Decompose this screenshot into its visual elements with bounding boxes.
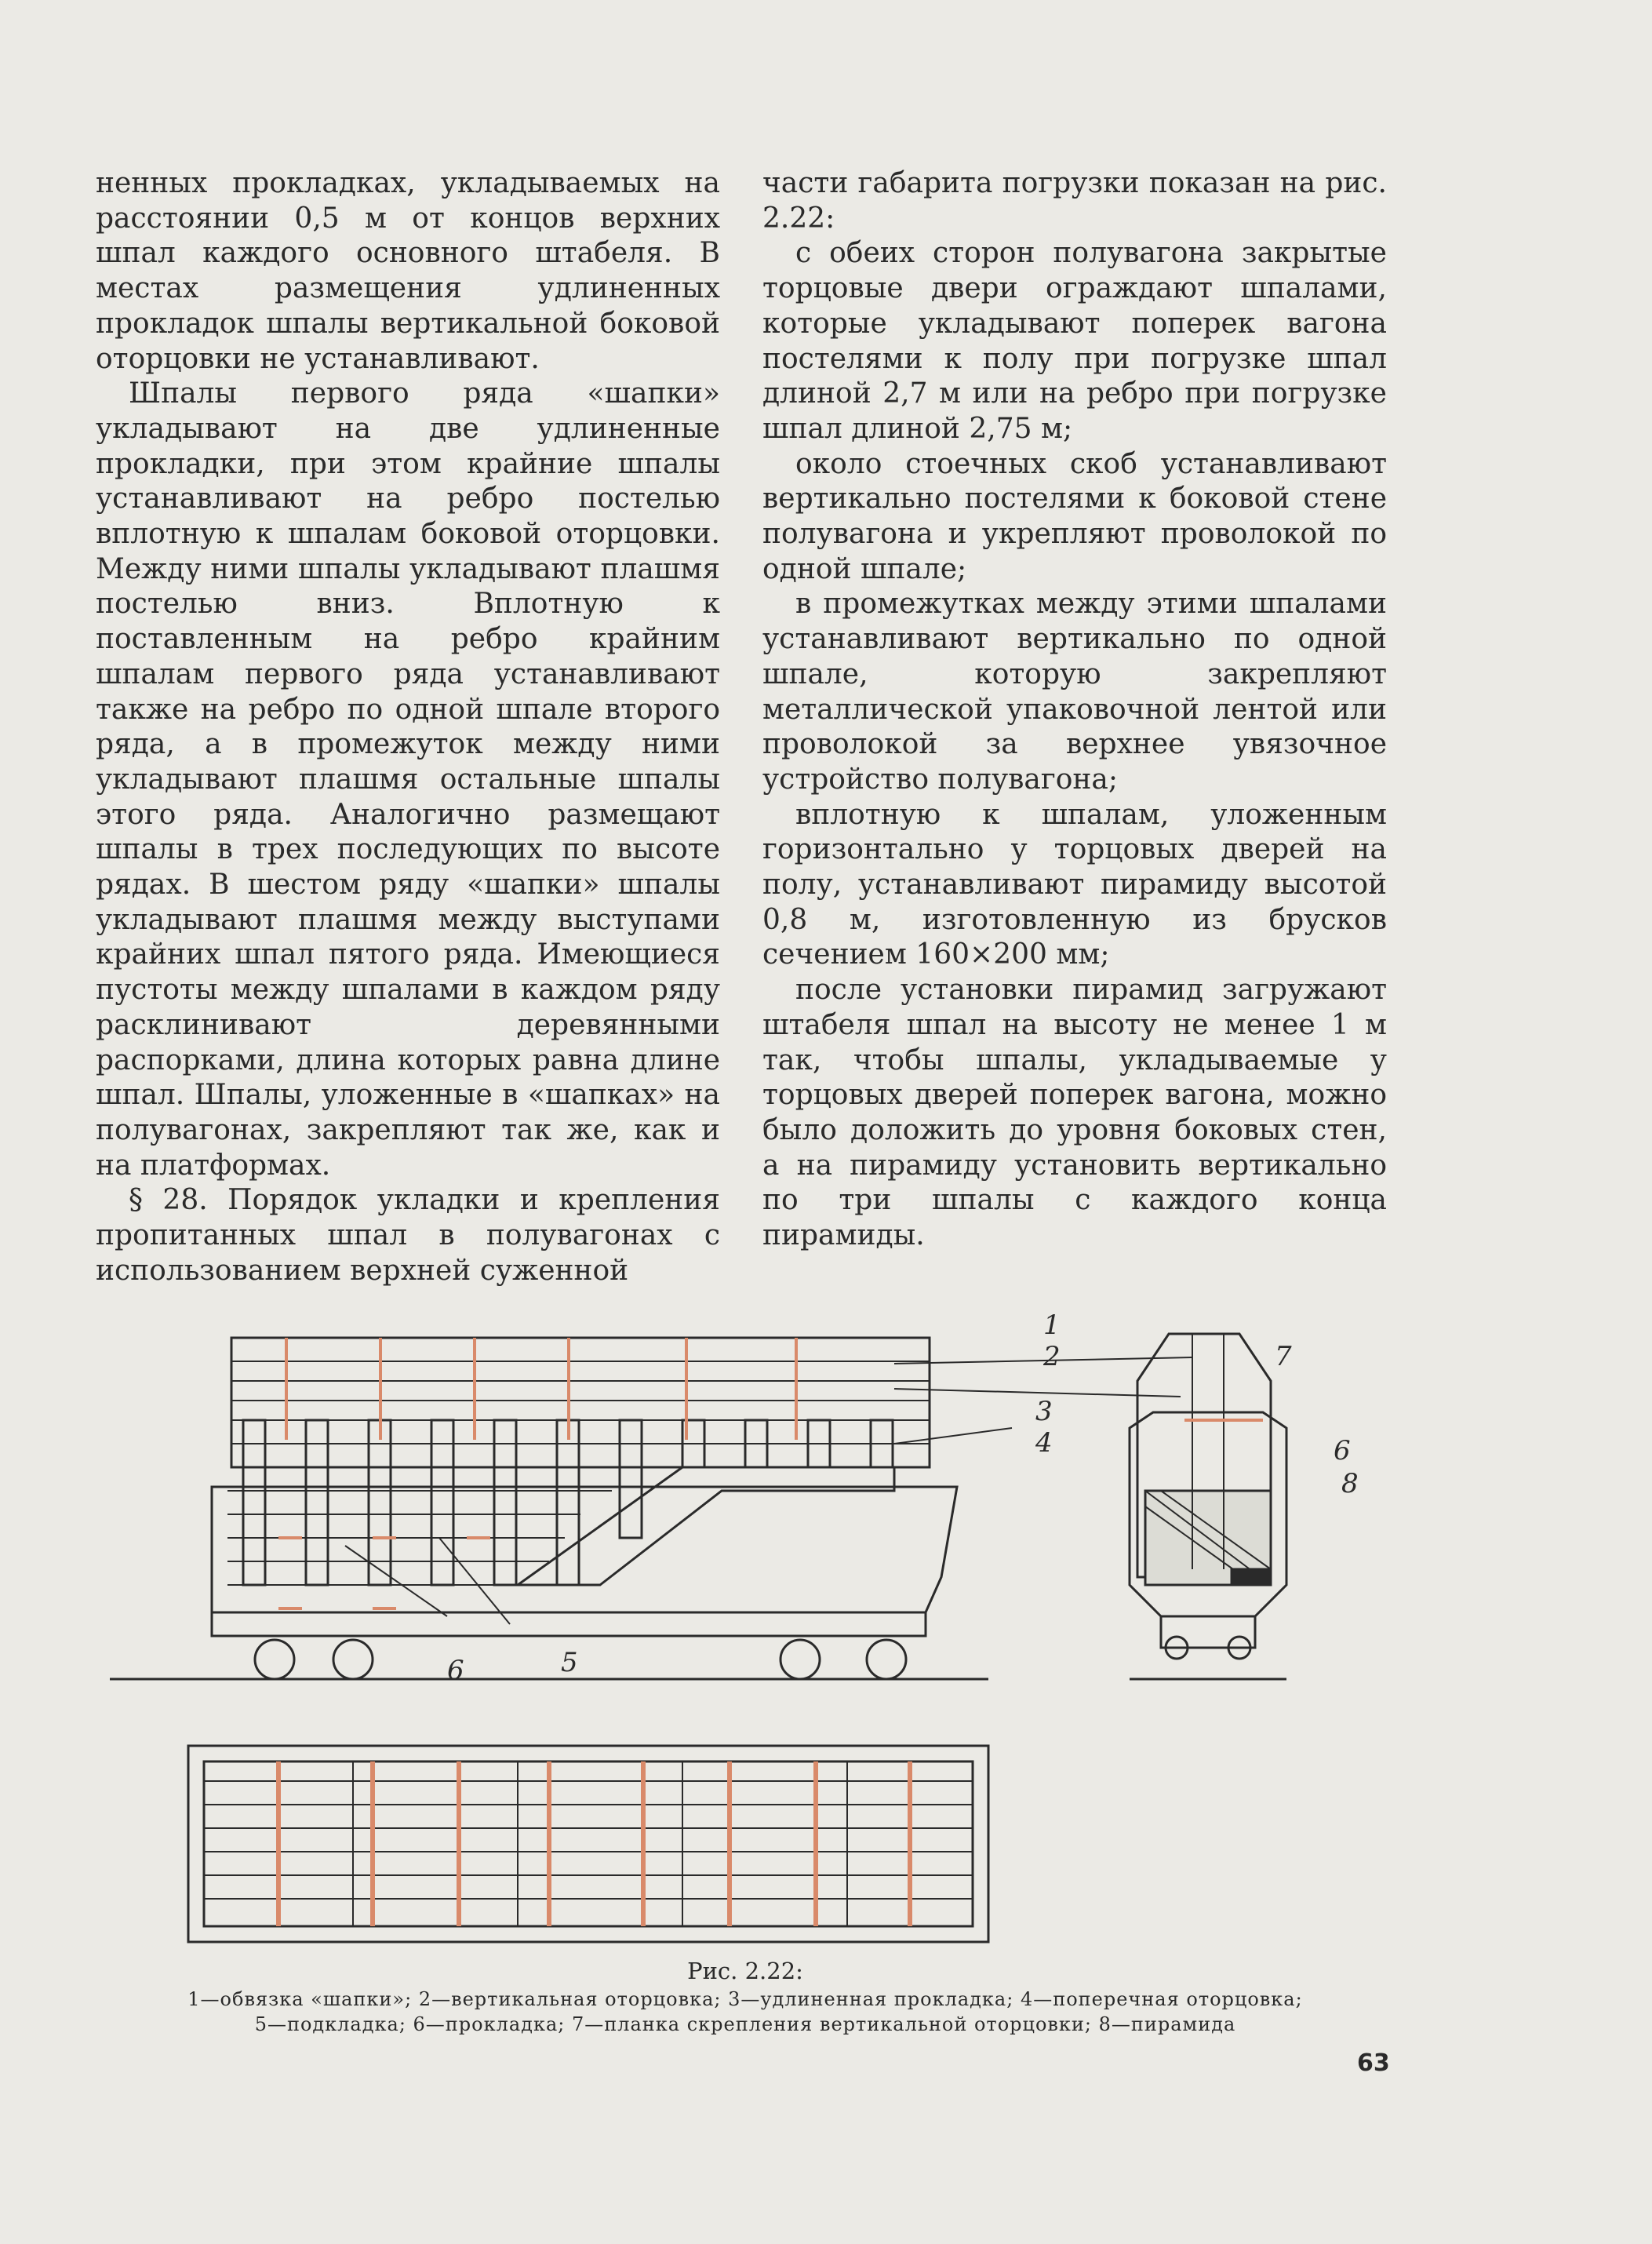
caption-legend-line: 1—обвязка «шапки»; 2—вертикальная оторцовка; 3—удлиненная прокладка; 4—поперечная оторцовка; <box>187 1988 1303 2010</box>
page-number: 63 <box>1357 2049 1390 2077</box>
paragraph-section-28: § 28. Порядок укладки и крепления пропитанных шпал в полувагонах с использованием верхней суженной <box>96 1184 720 1287</box>
figure-label-6: 6 <box>447 1655 464 1686</box>
figure-label-2: 2 <box>1043 1341 1061 1372</box>
figure-label-4: 4 <box>1035 1427 1053 1459</box>
list-item: с обеих сторон полувагона закрытые торцовые двери ограждают шпалами, которые укладывают поперек вагона постелями к полу при погрузке шпал длиной 2,7 м или на ребро при погрузке шпал длиной 2,75 м; <box>762 237 1387 445</box>
caption-legend-line: 5—подкладка; 6—прокладка; 7—планка скрепления вертикальной оторцовки; 8—пирамида <box>254 2013 1236 2035</box>
figure-label-5: 5 <box>561 1647 578 1678</box>
paragraph: ненных прокладках, укладываемых на расстоянии 0,5 м от концов верхних шпал каждого основного штабеля. В местах размещения удлиненных прокладок шпалы вертикальной боковой оторцовки не устанавливают. <box>96 167 720 375</box>
figure-caption <box>94 1958 1396 2037</box>
figure-label-3: 3 <box>1035 1396 1053 1427</box>
figure-label-7: 7 <box>1275 1341 1292 1372</box>
right-text-column <box>762 166 1387 1254</box>
figure-label-8: 8 <box>1341 1468 1359 1499</box>
figure-label-1: 1 <box>1043 1310 1061 1341</box>
caption-title: Рис. 2.22: <box>687 1958 803 1984</box>
paragraph: части габарита погрузки показан на рис. 2.22: <box>762 167 1387 235</box>
list-item: около стоечных скоб устанавливают вертикально постелями к боковой стене полувагона и укрепляют проволокой по одной шпале; <box>762 447 1387 585</box>
end-view-drawing <box>1130 1334 1286 1679</box>
figure-label-6-end: 6 <box>1334 1435 1351 1466</box>
left-text-column <box>96 166 720 1289</box>
side-view-drawing <box>110 1338 1192 1679</box>
list-item: после установки пирамид загружают штабеля шпал на высоту не менее 1 м так, чтобы шпалы, укладываемые у торцовых дверей поперек вагона, можно было доложить до уровня боковых стен, а на пирамиду установить вертикально по три шпалы с каждого конца пирамиды. <box>762 974 1387 1252</box>
list-item: вплотную к шпалам, уложенным горизонтально у торцовых дверей на полу, устанавливают пирамиду высотой 0,8 м, изготовленную из брусков сечением 160×200 мм; <box>762 798 1387 971</box>
list-item: в промежутках между этими шпалами устанавливают вертикально по одной шпале, которую закрепляют металлической упаковочной лентой или проволокой за верхнее увязочное устройство полувагона; <box>762 588 1387 796</box>
figure-2-22-diagram <box>110 1302 1396 2009</box>
paragraph: Шпалы первого ряда «шапки» укладывают на две удлиненные прокладки, при этом крайние шпалы устанавливают на ребро постелью вплотную к шпалам боковой оторцовки. Между ними шпалы укладывают плашмя постелью вниз. Вплотную к поставленным на ребро крайним шпалам первого ряда устанавливают также на ребро по одной шпале второго ряда, а в промежуток между ними укладывают плашмя остальные шпалы этого ряда. Аналогично размещают шпалы в трех последующих по высоте рядах. В шестом ряду «шапки» шпалы укладывают плашмя между выступами крайних шпал пятого ряда. Имеющиеся пустоты между шпалами в каждом ряду расклинивают деревянными распорками, длина которых равна длине шпал. Шпалы, уложенные в «шапках» на полувагонах, закрепляют так же, как и на платформах. <box>96 377 720 1182</box>
top-view-drawing <box>188 1746 988 1942</box>
